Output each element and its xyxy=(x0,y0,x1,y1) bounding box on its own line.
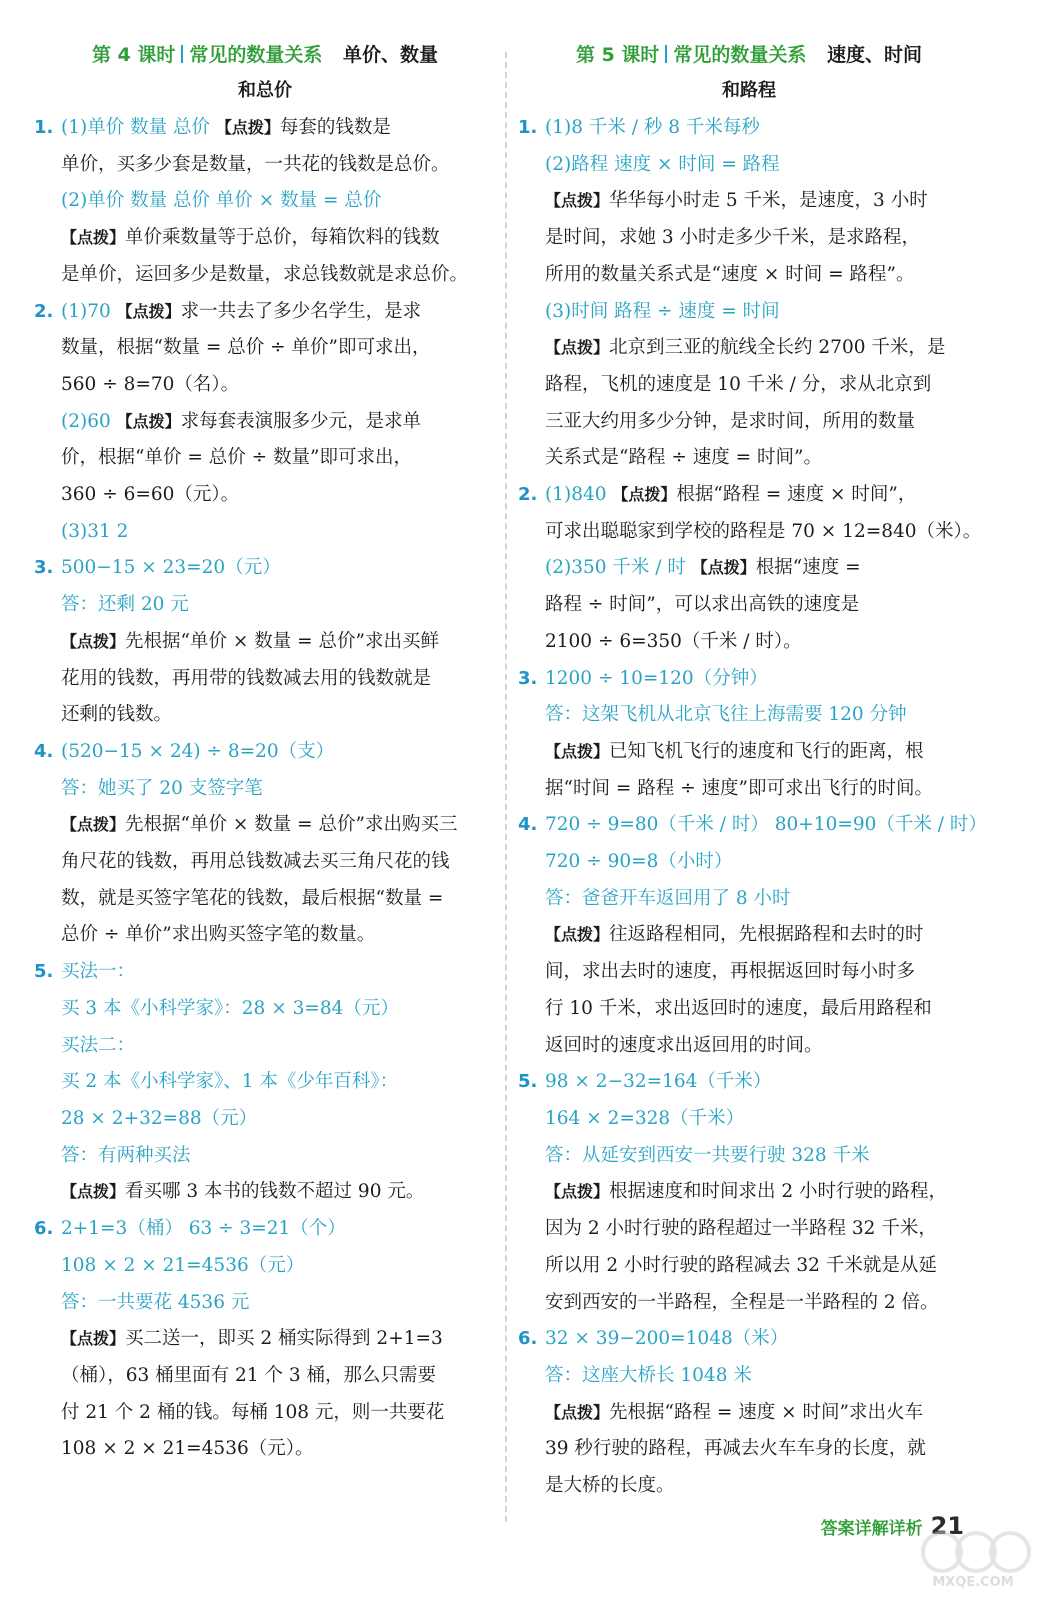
section-title-right xyxy=(518,38,980,108)
answer-line xyxy=(34,991,496,1028)
answer-list-right xyxy=(518,110,987,1505)
question-line xyxy=(34,734,496,771)
answer-line xyxy=(518,1248,980,1285)
answer-line xyxy=(34,624,496,661)
explanation-text: 是单价，运回多少是数量，求总钱数就是求总价。 xyxy=(61,263,469,285)
hint-tag: 【点拨】 xyxy=(215,118,280,137)
lesson-subtitle: 速度、时间 xyxy=(827,44,923,66)
answer-line xyxy=(518,1101,980,1138)
answer-text: (1)8 千米 / 秒 8 千米每秒 xyxy=(545,117,760,138)
explanation-text: 560 ÷ 8=70（名）。 xyxy=(61,373,240,395)
question-number: 6. xyxy=(34,1218,54,1240)
answer-line xyxy=(34,807,496,844)
explanation-text: 先根据“单价 × 数量 = 总价”求出买鲜 xyxy=(125,630,439,652)
hint-tag: 【点拨】 xyxy=(612,485,677,505)
answer-text: 500−15 × 23=20（元） xyxy=(61,557,281,579)
answer-line xyxy=(34,1321,496,1358)
question-number: 4. xyxy=(34,740,54,762)
question-line xyxy=(518,1064,980,1101)
hint-tag: 【点拨】 xyxy=(545,338,610,358)
answer-line xyxy=(518,771,980,808)
explanation-text: 返回时的速度求出返回用的时间。 xyxy=(545,1034,823,1056)
answer-line xyxy=(34,697,496,734)
watermark-logo xyxy=(914,1528,1032,1590)
explanation-text: （桶），63 桶里面有 21 个 3 桶，那么只需要 xyxy=(61,1364,437,1386)
lesson-subtitle: 单价、数量 xyxy=(343,44,439,66)
answer-text: 买 3 本《小科学家》：28 × 3=84（元） xyxy=(61,997,399,1019)
hint-tag: 【点拨】 xyxy=(61,228,126,248)
answer-line xyxy=(518,991,980,1028)
answer-line xyxy=(34,1101,496,1138)
explanation-text: 还剩的钱数。 xyxy=(61,704,173,726)
answer-text: (2)60 xyxy=(61,410,117,432)
hint-tag: 【点拨】 xyxy=(61,815,126,835)
answer-line xyxy=(518,220,980,257)
hint-tag: 【点拨】 xyxy=(545,1402,610,1422)
explanation-text: 数，就是买签字笔花的钱数，最后根据“数量 = xyxy=(61,887,444,909)
answer-line xyxy=(34,917,496,954)
question-number: 5. xyxy=(34,961,54,983)
answer-text: 164 × 2=328（千米） xyxy=(545,1107,745,1129)
answer-line xyxy=(518,1468,980,1505)
answer-text: 答：从延安到西安一共要行驶 328 千米 xyxy=(545,1144,870,1166)
explanation-text: 2100 ÷ 6=350（千米 / 时）。 xyxy=(545,630,802,652)
lesson-number: 第 4 课时 xyxy=(91,44,176,66)
answer-line xyxy=(518,624,980,661)
question-line xyxy=(34,294,496,331)
explanation-text: 华华每小时走 5 千米，是速度，3 小时 xyxy=(609,190,928,212)
answer-text: (1)单价 数量 总价 xyxy=(61,117,216,138)
answer-line xyxy=(518,1431,980,1468)
answer-line xyxy=(34,183,496,220)
explanation-text: 因为 2 小时行驶的路程超过一半路程 32 千米， xyxy=(545,1218,937,1240)
hint-tag: 【点拨】 xyxy=(691,558,756,578)
answer-text: (1)840 xyxy=(545,484,613,506)
answer-text: 答：有两种买法 xyxy=(61,1144,191,1166)
answer-line xyxy=(518,550,980,587)
answer-line xyxy=(34,844,496,881)
explanation-text: 三亚大约用多少分钟，是求时间，所用的数量 xyxy=(545,410,916,432)
question-line xyxy=(518,110,980,147)
left-column xyxy=(34,38,496,1468)
hint-tag: 【点拨】 xyxy=(545,925,610,945)
right-column xyxy=(518,38,987,1505)
explanation-text: 根据“路程 = 速度 × 时间”， xyxy=(676,484,917,506)
answer-line xyxy=(518,734,980,771)
answer-text: 答：爸爸开车返回用了 8 小时 xyxy=(545,887,791,909)
explanation-text: 根据“速度 = xyxy=(755,557,861,579)
answer-line xyxy=(518,587,980,624)
answer-text: 2+1=3（桶） 63 ÷ 3=21（个） xyxy=(61,1218,346,1240)
answer-line xyxy=(518,1285,980,1322)
question-number: 2. xyxy=(518,484,538,506)
explanation-text: 根据速度和时间求出 2 小时行驶的路程， xyxy=(609,1181,948,1203)
answer-line xyxy=(34,440,496,477)
answer-line xyxy=(518,294,980,331)
question-number: 3. xyxy=(34,557,54,579)
explanation-text: 据“时间 = 路程 ÷ 速度”即可求出飞行的时间。 xyxy=(545,777,933,799)
answer-line xyxy=(518,1028,980,1065)
explanation-text: 是时间，求她 3 小时走多少千米，是求路程， xyxy=(545,227,921,249)
answer-line xyxy=(34,477,496,514)
question-number: 2. xyxy=(34,300,54,322)
answer-text: 1200 ÷ 10=120（分钟） xyxy=(545,667,768,689)
explanation-text: 角尺花的钱数，再用总钱数减去买三角尺花的钱 xyxy=(61,851,450,873)
footer-label: 答案详解详析 xyxy=(820,1519,923,1539)
answer-text: 买法二： xyxy=(61,1034,136,1056)
answer-text: (2)单价 数量 总价 单价 × 数量 = 总价 xyxy=(61,190,382,212)
question-number: 6. xyxy=(518,1328,538,1350)
explanation-text: 可求出聪聪家到学校的路程是 70 × 12=840（米）。 xyxy=(545,520,982,542)
explanation-text: 关系式是“路程 ÷ 速度 = 时间”。 xyxy=(545,447,822,469)
question-number: 1. xyxy=(518,117,538,138)
question-number: 1. xyxy=(34,117,54,138)
answer-text: 108 × 2 × 21=4536（元） xyxy=(61,1254,305,1276)
answer-line xyxy=(518,844,980,881)
hint-tag: 【点拨】 xyxy=(61,631,126,651)
explanation-text: 所用的数量关系式是“速度 × 时间 = 路程”。 xyxy=(545,263,915,285)
explanation-text: 路程 ÷ 时间”，可以求出高铁的速度是 xyxy=(545,594,860,616)
explanation-text: 所以用 2 小时行驶的路程减去 32 千米就是从延 xyxy=(545,1254,937,1276)
question-line xyxy=(34,550,496,587)
column-divider xyxy=(505,52,507,1522)
answer-text: 32 × 39−200=1048（米） xyxy=(545,1328,789,1350)
explanation-text: 先根据“单价 × 数量 = 总价”求出购买三 xyxy=(125,814,458,836)
answer-line xyxy=(518,257,980,294)
answer-line xyxy=(518,183,980,220)
answer-line xyxy=(34,147,496,184)
explanation-text: 360 ÷ 6=60（元）。 xyxy=(61,484,240,506)
question-line xyxy=(34,954,496,991)
explanation-text: 108 × 2 × 21=4536（元）。 xyxy=(61,1438,314,1460)
answer-line xyxy=(34,1431,496,1468)
explanation-text: 行 10 千米，求出返回时的速度，最后用路程和 xyxy=(545,997,932,1019)
explanation-text: 间，求出去时的速度，再根据返回时每小时多 xyxy=(545,961,916,983)
explanation-text: 求一共去了多少名学生，是求 xyxy=(180,300,422,322)
answer-line xyxy=(518,514,980,551)
explanation-text: 数量，根据“数量 = 总价 ÷ 单价”即可求出， xyxy=(61,337,431,359)
explanation-text: 先根据“路程 = 速度 × 时间”求出火车 xyxy=(609,1401,923,1423)
question-line xyxy=(518,477,980,514)
answer-line xyxy=(34,330,496,367)
answer-text: 答：这架飞机从北京飞往上海需要 120 分钟 xyxy=(545,704,907,726)
answer-line xyxy=(34,1174,496,1211)
explanation-text: 安到西安的一半路程，全程是一半路程的 2 倍。 xyxy=(545,1291,939,1313)
explanation-text: 北京到三亚的航线全长约 2700 千米，是 xyxy=(609,337,946,359)
answer-text: (2)路程 速度 × 时间 = 路程 xyxy=(545,153,780,175)
hint-tag: 【点拨】 xyxy=(545,191,610,211)
answer-line xyxy=(518,367,980,404)
hint-tag: 【点拨】 xyxy=(116,301,181,321)
answer-text: 答：还剩 20 元 xyxy=(61,594,189,616)
answer-line xyxy=(34,1138,496,1175)
answer-line xyxy=(518,440,980,477)
answer-line xyxy=(518,881,980,918)
answer-line xyxy=(518,1174,980,1211)
answer-line xyxy=(34,404,496,441)
explanation-text: 付 21 个 2 桶的钱。每桶 108 元，则一共要花 xyxy=(61,1401,445,1423)
answer-line xyxy=(34,1358,496,1395)
answer-line xyxy=(518,1395,980,1432)
answer-line xyxy=(34,1248,496,1285)
explanation-text: 价，根据“单价 = 总价 ÷ 数量”即可求出， xyxy=(61,447,412,469)
answer-line xyxy=(518,404,980,441)
answer-line xyxy=(34,881,496,918)
page-number: 21 xyxy=(930,1512,964,1540)
question-line xyxy=(518,661,980,698)
answer-line xyxy=(34,1395,496,1432)
answer-text: (3)时间 路程 ÷ 速度 = 时间 xyxy=(545,300,780,322)
watermark-text: MXQE.COM xyxy=(932,1575,1014,1590)
answer-line xyxy=(518,697,980,734)
explanation-text: 求每套表演服多少元，是求单 xyxy=(180,410,422,432)
answer-line xyxy=(518,1211,980,1248)
lesson-topic: 常见的数量关系 xyxy=(189,44,323,66)
answer-text: 答：一共要花 4536 元 xyxy=(61,1291,250,1313)
hint-tag: 【点拨】 xyxy=(61,1182,126,1202)
hint-tag: 【点拨】 xyxy=(545,1182,610,1202)
answer-line xyxy=(518,330,980,367)
explanation-text: 往返路程相同，先根据路程和去时的时 xyxy=(609,924,924,946)
answer-line xyxy=(518,1358,980,1395)
answer-line xyxy=(518,917,980,954)
answer-text: (2)350 千米 / 时 xyxy=(545,557,692,579)
explanation-text: 是大桥的长度。 xyxy=(545,1475,675,1497)
lesson-subtitle-2: 和总价 xyxy=(238,80,292,101)
answer-line xyxy=(34,257,496,294)
hint-tag: 【点拨】 xyxy=(61,1329,126,1349)
answer-text: 98 × 2−32=164（千米） xyxy=(545,1071,772,1093)
answer-line xyxy=(34,661,496,698)
explanation-text: 总价 ÷ 单价”求出购买签字笔的数量。 xyxy=(61,924,376,946)
question-line xyxy=(518,1321,980,1358)
answer-line xyxy=(518,954,980,991)
answer-text: (3)31 2 xyxy=(61,520,129,542)
lesson-topic: 常见的数量关系 xyxy=(673,44,807,66)
explanation-text: 买二送一，即买 2 桶实际得到 2+1=3 xyxy=(125,1328,443,1350)
answer-text: 720 ÷ 9=80（千米 / 时） 80+10=90（千米 / 时） xyxy=(545,814,987,836)
answer-line xyxy=(34,1064,496,1101)
question-number: 4. xyxy=(518,814,538,836)
explanation-text: 每套的钱数是 xyxy=(279,117,391,138)
answer-text: 买 2 本《小科学家》、1 本《少年百科》： xyxy=(61,1071,399,1093)
question-line xyxy=(518,807,987,844)
answer-text: 答：这座大桥长 1048 米 xyxy=(545,1364,752,1386)
hint-tag: 【点拨】 xyxy=(545,741,610,761)
answer-text: 答：她买了 20 支签字笔 xyxy=(61,777,263,799)
answer-line xyxy=(34,514,496,551)
lesson-number: 第 5 课时 xyxy=(575,44,660,66)
answer-line xyxy=(34,771,496,808)
section-title-left xyxy=(34,38,496,108)
answer-line xyxy=(34,367,496,404)
answer-line xyxy=(34,1028,496,1065)
explanation-text: 花用的钱数，再用带的钱数减去用的钱数就是 xyxy=(61,667,432,689)
answer-line xyxy=(34,587,496,624)
answer-line xyxy=(518,1138,980,1175)
question-number: 5. xyxy=(518,1071,538,1093)
explanation-text: 单价，买多少套是数量，一共花的钱数是总价。 xyxy=(61,153,450,175)
hint-tag: 【点拨】 xyxy=(116,411,181,431)
explanation-text: 看买哪 3 本书的钱数不超过 90 元。 xyxy=(125,1181,425,1203)
answer-text: 28 × 2+32=88（元） xyxy=(61,1107,258,1129)
answer-line xyxy=(518,147,980,184)
answer-list-left xyxy=(34,110,496,1468)
question-line xyxy=(34,110,496,147)
question-line xyxy=(34,1211,496,1248)
explanation-text: 单价乘数量等于总价，每箱饮料的钱数 xyxy=(125,227,440,249)
explanation-text: 39 秒行驶的路程，再减去火车车身的长度，就 xyxy=(545,1438,926,1460)
answer-text: (520−15 × 24) ÷ 8=20（支） xyxy=(61,740,335,762)
question-number: 3. xyxy=(518,667,538,689)
answer-text: 买法一： xyxy=(61,961,136,983)
answer-line xyxy=(34,220,496,257)
lesson-subtitle-2: 和路程 xyxy=(722,80,776,101)
answer-text: 720 ÷ 90=8（小时） xyxy=(545,851,733,873)
explanation-text: 已知飞机飞行的速度和飞行的距离，根 xyxy=(609,740,924,762)
answer-text: (1)70 xyxy=(61,300,117,322)
answer-line xyxy=(34,1285,496,1322)
explanation-text: 路程，飞机的速度是 10 千米 / 分，求从北京到 xyxy=(545,373,932,395)
